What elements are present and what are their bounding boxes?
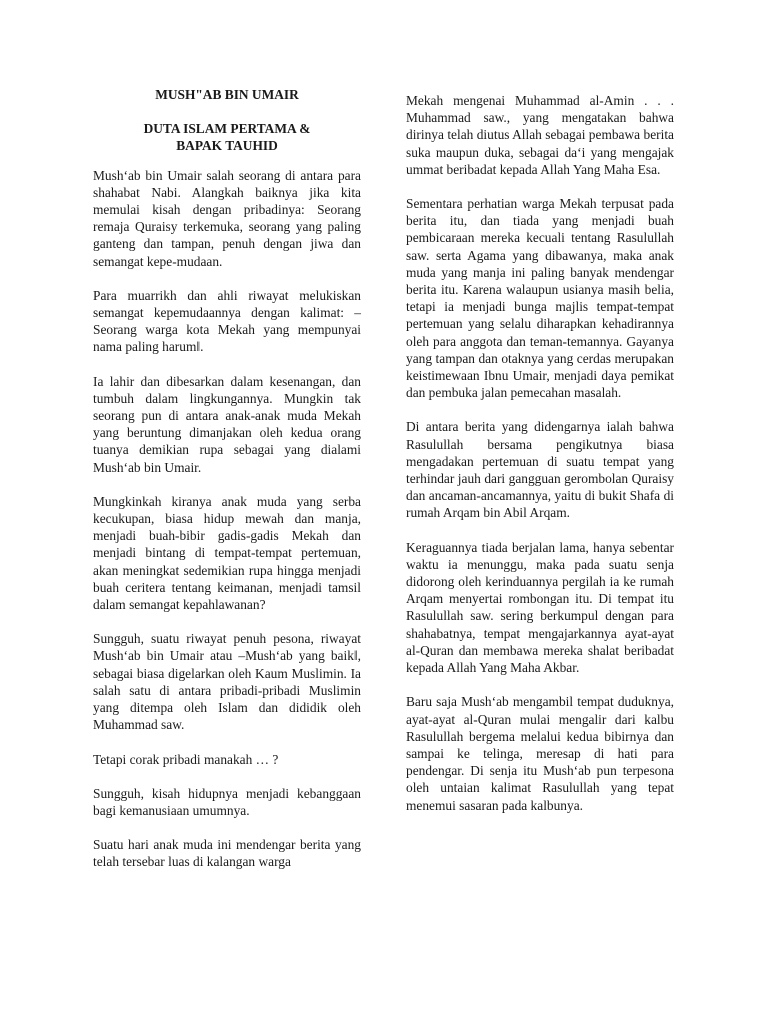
document-subtitle-line-1: DUTA ISLAM PERTAMA & — [143, 121, 311, 137]
paragraph: Tetapi corak pribadi manakah … ? — [93, 751, 279, 767]
paragraph: Mush‘ab bin Umair salah seorang di antara para shahabat Nabi. Alangkah baiknya jika kita memulai kisah dengan pribadinya: Seorang remaja Quraisy terkemuka, seorang yang paling ganteng dan tampan, penuh dengan jiwa dan semangat kepe-mudaan. — [93, 167, 361, 269]
paragraph: Ia lahir dan dibesarkan dalam kesenangan, dan tumbuh dalam lingkungannya. Mungkin tak seorang pun di antara anak-anak muda Mekah yang beruntung dimanjakan oleh kedua orang tuanya demikian rupa sebagai yang dialami Mush‘ab bin Umair. — [93, 373, 361, 475]
paragraph: Baru saja Mush‘ab mengambil tempat duduknya, ayat-ayat al-Quran mulai mengalir dari kalbu Rasulullah bergema melalui kedua bibirnya dan sampai ke telinga, meresap di hati para pendengar. Di senja itu Mush‘ab pun terpesona oleh untaian kalimat Rasulullah yang tepat menemui sasaran pada kalbunya. — [406, 694, 674, 813]
left-column — [93, 86, 361, 888]
paragraph: Suatu hari anak muda ini mendengar berita yang telah tersebar luas di kalangan warga — [93, 837, 361, 870]
paragraph: Para muarrikh dan ahli riwayat melukiskan semangat kepemudaannya dengan kalimat: –Seorang warga kota Mekah yang mempunyai nama paling harum‖. — [93, 287, 361, 355]
paragraph: Mungkinkah kiranya anak muda yang serba kecukupan, biasa hidup mewah dan manja, menjadi buah-bibir gadis-gadis Mekah dan menjadi bintang di tempat-tempat pertemuan, akan meningkat sedemikian rupa hingga menjadi buah ceritera tentang keimanan, menjadi tamsil dalam semangat kepahlawanan? — [93, 493, 361, 613]
paragraph: Sementara perhatian warga Mekah terpusat pada berita itu, dan tiada yang menjadi buah pembicaraan mereka kecuali tentang Rasulullah saw. serta Agama yang dibawanya, maka anak muda yang manja ini paling banyak mendengar berita itu. Karena walaupun usianya masih belia, tetapi ia menjadi bunga majlis tempat-tempat pertemuan yang selalu diharapkan kehadirannya oleh para anggota dan teman-temannya. Gayanya yang tampan dan otaknya yang cerdas merupakan keistimewaan Ibnu Umair, menjadi daya pemikat dan pembuka jalan pemecahan masalah. — [406, 196, 674, 401]
right-column — [406, 92, 674, 831]
paragraph: Sungguh, suatu riwayat penuh pesona, riwayat Mush‘ab bin Umair atau –Mush‘ab yang baik‖, sebagai biasa digelarkan oleh Kaum Muslimin. Ia salah satu di antara pribadi-pribadi Muslimin yang ditempa oleh Islam dan dididik oleh Muhammad saw. — [93, 631, 361, 733]
paragraph: Keraguannya tiada berjalan lama, hanya sebentar waktu ia menunggu, maka pada suatu senja didorong oleh kerinduannya pergilah ia ke rumah Arqam menyertai rombongan itu. Di tempat itu Rasulullah saw. sering berkumpul dengan para shahabatnya, tempat mengajarkannya ayat-ayat al-Quran dan membawa mereka shalat beribadat kepada Allah Yang Maha Akbar. — [406, 539, 674, 676]
paragraph: Di antara berita yang didengarnya ialah bahwa Rasulullah bersama pengikutnya biasa mengadakan pertemuan di suatu tempat yang terhindar jauh dari gangguan gerombolan Quraisy dan ancaman-ancamannya, yaitu di bukit Shafa di rumah Arqam bin Abil Arqam. — [406, 419, 674, 521]
paragraph: Sungguh, kisah hidupnya menjadi kebanggaan bagi kemanusiaan umumnya. — [93, 785, 361, 818]
document-subtitle-line-2: BAPAK TAUHID — [176, 138, 278, 154]
paragraph: Mekah mengenai Muhammad al-Amin . . . Muhammad saw., yang mengatakan bahwa dirinya telah diutus Allah sebagai pembawa berita suka maupun duka, sebagai da‘i yang mengajak ummat beribadat kepada Allah Yang Maha Esa. — [406, 93, 674, 177]
document-title: MUSH"AB BIN UMAIR — [155, 87, 299, 102]
